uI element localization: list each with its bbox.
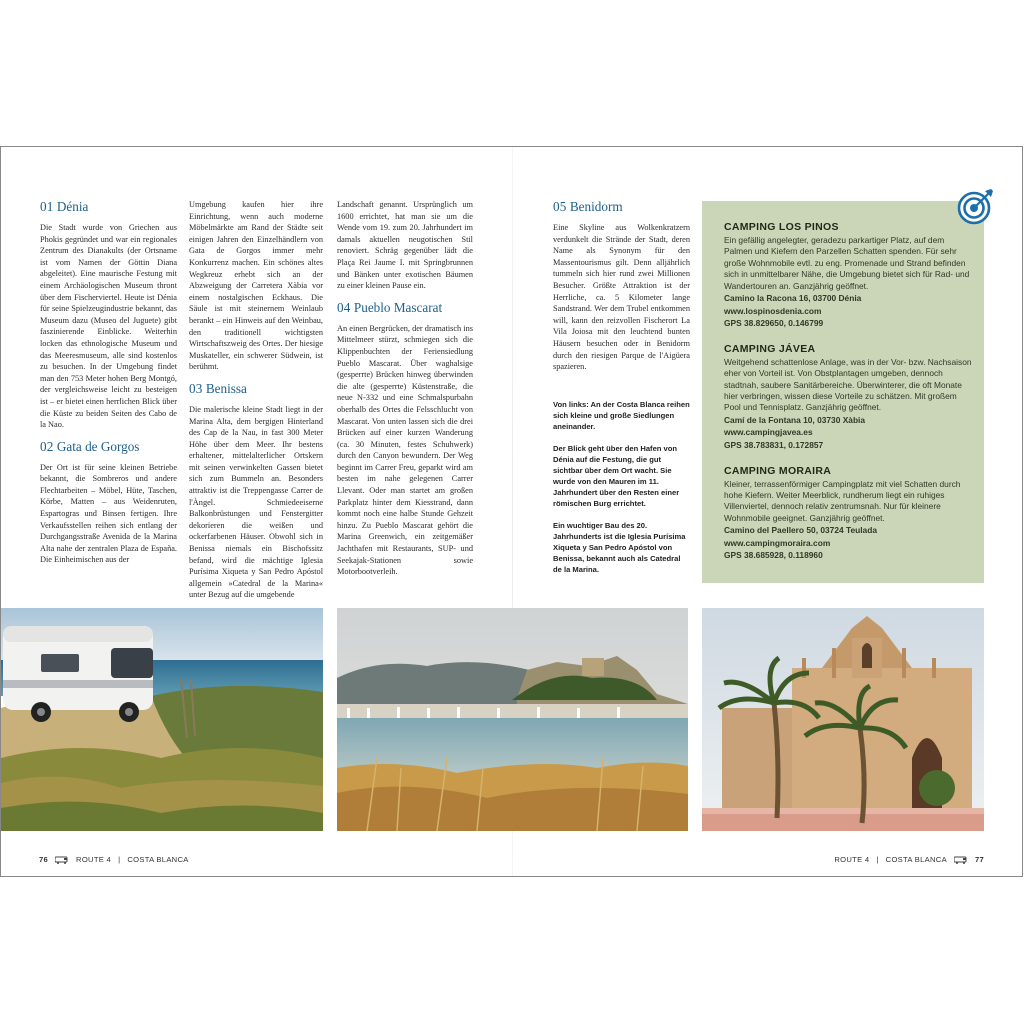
camping-contact <box>724 524 974 562</box>
camping-info-box <box>702 201 984 583</box>
camping-description: Weitgehend schattenlose Anlage, was in der Vor- bzw. Nachsaison eher von Vorteil ist. Von Obstplantagen umgeben, dennoch stadtnah, saubere Sanitärbereiche. Überwinterer, die oft Monate hier verbringen, wissen diese Vorteile zu schätzen. Mit großem Pool und Tennisplatz. Ganzjährig geöffnet. <box>724 356 972 413</box>
page-number-left: 76 <box>39 855 49 864</box>
camping-description: Ein gefällig angelegter, geradezu parkartiger Platz, auf dem Palmen und Kiefern den Parzellen Schatten spenden. Für sehr große Wohnmobile evtl. zu eng. Promenade und Strand befinden sich in unmittelbarer Nähe, die Umgebung bietet sich für Rad- und Wandertouren an. Ganzjährig geöffnet. <box>724 235 970 291</box>
footer-right <box>834 855 984 864</box>
camping-entry <box>724 465 974 562</box>
route-label-right: ROUTE 4 <box>834 855 870 864</box>
camping-website-link[interactable]: www.campingmoraira.com <box>724 537 831 548</box>
section-heading-mascarat: 04 Pueblo Mascarat <box>337 299 443 315</box>
caption-2: Der Blick geht über den Hafen von Dénia auf die Festung, die gut sichtbar über dem Ort wacht. Sie wurde von den Mauren im 11. Jahrhundert über den Resten einer römischen Burg errichtet. <box>553 444 680 508</box>
section-heading-denia: 01 Dénia <box>40 199 89 214</box>
magazine-spread <box>0 146 1023 877</box>
campervan-icon <box>55 856 69 864</box>
camping-name: CAMPING LOS PINOS <box>724 221 839 233</box>
footer-left <box>39 855 189 864</box>
section-heading-benissa: 03 Benissa <box>189 380 247 396</box>
caption-1: Von links: An der Costa Blanca reihen sich kleine und große Siedlungen aneinander. <box>553 400 690 431</box>
section-heading-benidorm: 05 Benidorm <box>553 199 623 214</box>
camping-entry <box>724 221 974 330</box>
camping-contact <box>724 414 974 452</box>
section-text-benissa-cont: Landschaft genannt. Ursprünglich um 1600 errichtet, hat man sie um die Wende vom 19. zum 20. Jahrhundert im damals aktuellen neugotischen Stil renoviert. Schräg gegenüber lädt die Plaça Rei Jaume I. mit Springbrunnen und Bänken unter exotischen Bäumen zu einer kleinen Pause ein. <box>337 200 473 291</box>
column-4 <box>553 199 690 373</box>
camping-address: Camí de la Fontana 10, 03730 Xàbia <box>724 414 866 425</box>
camping-description: Kleiner, terrassenförmiger Campingplatz mit viel Schatten durch hohe Kiefern. Weiter Meerblick, rundherum liegt ein ruhiges Villenviertel, dennoch relativ zentrumsnah. Nur für kleinere Wohnmobile geeignet. Ganzjährig geöffnet. <box>724 478 961 523</box>
section-text-benissa: Die malerische kleine Stadt liegt in der Marina Alta, dem bergigen Hinterland des Cap de la Nau, in fast 300 Meter Höhe über dem Meer. Ihr bestens erhaltener, mittelalterlicher Ortskern mit seinen verwinkelten Gassen bietet sich zum Bummeln an. Besonders attraktiv ist die Treppengasse Carrer de l'Àngel. Schmiedeeiserne Balkonbrüstungen und Fenstergitter dekorieren die weißen und ockerfarbenen Häuser. Obwohl sich in Benissa niemals ein Bischofssitz befand, wird die mächtige Iglesia Purísima Xiqueta y San Pedro Apóstol allgemein »Catedral de la Marina« unter Bezug auf die umgebende <box>189 404 323 600</box>
section-heading-gata: 02 Gata de Gorgos <box>40 438 140 454</box>
route-label-left: ROUTE 4 <box>76 855 112 864</box>
page-number-right: 77 <box>974 855 984 864</box>
section-text-benidorm: Eine Skyline aus Wolkenkratzern verdunkelt die Strände der Stadt, deren Name als Synonym für den Massentourismus gilt. Denn alljährlich tummeln sich hier rund zwei Millionen Besucher. Größte Attraktion ist der Herrliche, ca. 5 Kilometer lange Sandstrand. Wer dem Trubel entkommen will, kann den reizvollen Fischerort La Vila Joiosa mit den leuchtend bunten Häusern besuchen oder in Benidorm durch den riesigen Parque de l'Aigüera spazieren. <box>553 223 690 372</box>
region-label-left: COSTA BLANCA <box>127 855 189 864</box>
camping-name: CAMPING JÁVEA <box>724 342 816 355</box>
region-label-right: COSTA BLANCA <box>885 855 947 864</box>
camping-entry <box>724 343 974 452</box>
camping-address: Camino la Racona 16, 03700 Dénia <box>724 293 862 304</box>
footer-separator-left: | <box>118 855 121 864</box>
camping-website-link[interactable]: www.campingjavea.es <box>724 427 813 438</box>
photo-benissa-church <box>702 608 984 831</box>
photo-campervan-coast <box>1 608 323 831</box>
section-text-mascarat: An einen Bergrücken, der dramatisch ins Mittelmeer stürzt, schmiegen sich die Klippenbuchten der Feriensiedlung Pueblo Mascarat. Über waghalsige (gesperrte) Brücken hinweg überwinden die alte (gesperrte) Küstenstraße, die neue N-332 und eine Schmalspurbahn oberhalb des Ortes die Felsschlucht von Mascarat. Von unten lassen sich die drei Brücken auf einer kurzen Wanderung (ca. 30 Minuten, festes Schuhwerk) durch den Canyon bewundern. Der Weg beginnt im Carrer Freu, geparkt wird am besten im nahe gelegenen Carrer Llevant. Oder man startet am großen Parkplatz hinter dem Kiesstrand, dann kommt noch eine halbe Stunde Gehzeit hinzu. Zu Pueblo Mascarat gehört die Marina Greenwich, ein zeitgemäßer Jachthafen mit Restaurants, SUP- und Seekajak-Stationen sowie Motorbootverleih. <box>337 323 473 577</box>
caption-3: Ein wuchtiger Bau des 20. Jahrhunderts ist die Iglesia Purísima Xiqueta y San Pedro Apóstol von Benissa, bekannt auch als Catedral de la Marina. <box>553 521 686 574</box>
column-3 <box>337 199 473 578</box>
column-1 <box>40 199 177 566</box>
photo-denia-harbour <box>337 608 688 831</box>
campervan-icon <box>954 856 968 864</box>
camping-gps: GPS 38.829650, 0.146799 <box>724 318 824 329</box>
column-2 <box>189 199 323 601</box>
camping-website-link[interactable]: www.lospinosdenia.com <box>724 305 822 316</box>
section-text-gata-cont: Umgebung kaufen hier ihre Einrichtung, wenn auch moderne Möbelmärkte am Rand der Städte seit einigen Jahren den Einzelhändlern von Gata de Gorgos immer mehr Konkurrenz machen. Ein schönes altes Wegkreuz erhebt sich an der Abzweigung der Carretera Xàbia vor einem nostalgischen Eckhaus. Die Säule ist mit steinernem Weinlaub berankt – ein Hinweis auf den Weinbau, den traditionell wichtigsten Wirtschaftszweig des Ortes. Der hiesige Muskateller, ein schwerer Südwein, ist berühmt. <box>189 200 323 372</box>
camping-name: CAMPING MORAIRA <box>724 464 832 477</box>
target-icon <box>957 187 995 225</box>
photo-captions <box>553 399 691 586</box>
camping-contact <box>724 292 974 330</box>
camping-gps: GPS 38.685928, 0.118960 <box>724 550 823 561</box>
camping-gps: GPS 38.783831, 0.172857 <box>724 440 824 451</box>
section-text-gata: Der Ort ist für seine kleinen Betriebe bekannt, die Sombreros und andere Flechtarbeiten – Möbel, Hüte, Taschen, Körbe, Matten – aus Weidenruten, Espartogras und Binsen fertigen. Ihre Verkaufsstellen reihen sich entlang der Durchgangsstraße Avenida de la Marina Alta nahe der zentralen Plaza de España. Die Einheimischen aus der <box>40 462 177 565</box>
section-text-denia: Die Stadt wurde von Griechen aus Phokis gegründet und war ein regionales Zentrum des Dianakults (der Ortsname ist vom Namen der Göttin Diana abgeleitet). Eine maurische Festung mit einem Archäologischen Museum thront über dem Fischerviertel. Heute ist Dénia für seine Spielzeugindustrie bekannt, das Museum dazu (Museo del Juguete) gibt faszinierende Einblicke. Weiterhin locken das ethnologische Museum und das Meeresmuseum, alle sind kostenlos zu besuchen. In der Umgebung findet man den 753 Meter hohen Berg Montgó, der vergleichsweise leicht zu besteigen ist – er bietet einen herrlichen Blick über die Küste zu beiden Seiten des Cabo de la Nao. <box>40 223 177 430</box>
footer-separator-right: | <box>876 855 879 864</box>
camping-address: Camino del Paellero 50, 03724 Teulada <box>724 525 877 536</box>
